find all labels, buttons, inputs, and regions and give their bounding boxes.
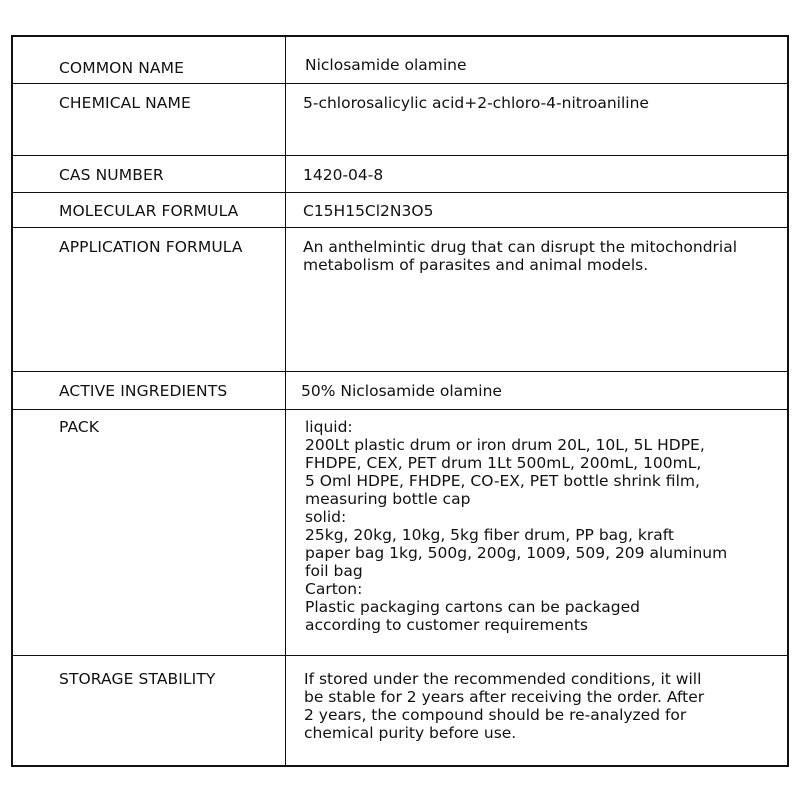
cas-number-value: 1420-04-8 bbox=[303, 166, 384, 184]
molecular-formula-value: C15H15Cl2N3O5 bbox=[303, 202, 434, 220]
active-ingredients-value: 50% Niclosamide olamine bbox=[301, 382, 502, 400]
row-divider bbox=[13, 83, 787, 84]
spec-table bbox=[11, 35, 789, 767]
application-formula-label: APPLICATION FORMULA bbox=[59, 238, 243, 256]
storage-stability-label: STORAGE STABILITY bbox=[59, 670, 216, 688]
row-divider bbox=[13, 371, 787, 372]
row-divider bbox=[13, 409, 787, 410]
pack-label: PACK bbox=[59, 418, 100, 436]
row-divider bbox=[13, 155, 787, 156]
row-divider bbox=[13, 227, 787, 228]
pack-value: liquid: 200Lt plastic drum or iron drum 20L, 10L, 5L HDPE, FHDPE, CEX, PET drum 1Lt 500mL, 200mL, 100mL, 5 Oml HDPE, FHDPE, CO-EX, PET bottle shrink film, measuring bottle cap solid: 25kg, 20kg, 10kg, 5kg fiber drum, PP bag, kraft paper bag 1kg, 500g, 200g, 1009, 509, 209 aluminum foil bag Carton: Plastic packaging cartons can be packaged according to customer requirements bbox=[305, 418, 728, 634]
cas-number-label: CAS NUMBER bbox=[59, 166, 164, 184]
common-name-value: Niclosamide olamine bbox=[305, 56, 467, 74]
row-divider bbox=[13, 192, 787, 193]
active-ingredients-label: ACTIVE INGREDIENTS bbox=[59, 382, 228, 400]
molecular-formula-label: MOLECULAR FORMULA bbox=[59, 202, 239, 220]
common-name-label: COMMON NAME bbox=[59, 59, 184, 77]
chemical-name-value: 5-chlorosalicylic acid+2-chloro-4-nitroaniline bbox=[303, 94, 649, 112]
storage-stability-value: If stored under the recommended conditions, it will be stable for 2 years after receiving the order. After 2 years, the compound should be re-analyzed for chemical purity before use. bbox=[304, 670, 705, 742]
application-formula-value: An anthelmintic drug that can disrupt the mitochondrial metabolism of parasites and animal models. bbox=[303, 238, 738, 274]
chemical-name-label: CHEMICAL NAME bbox=[59, 94, 191, 112]
row-divider bbox=[13, 655, 787, 656]
